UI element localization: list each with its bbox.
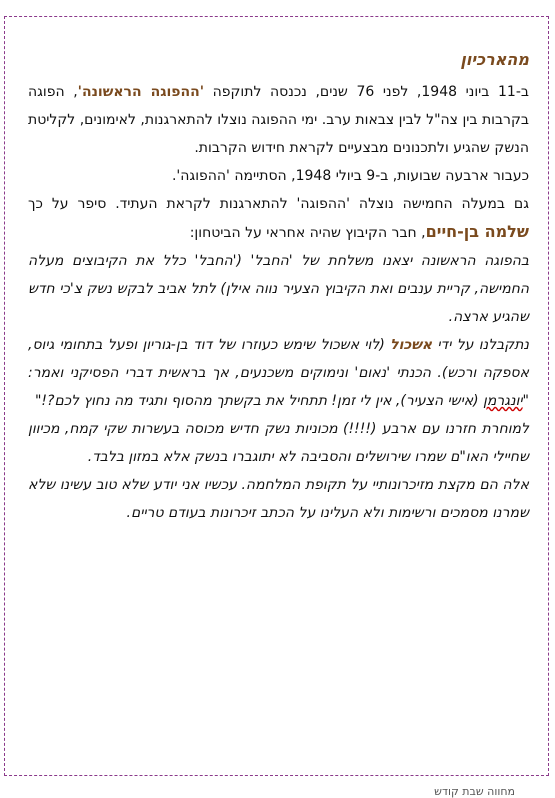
q2-text-end: (אישי הצעיר), אין לי זמן! תתחיל את בקשתך מהסוף ותגיד מה נחוץ לכם?!" [34, 393, 483, 409]
q2-text-start: נתקבלנו על ידי [432, 337, 529, 353]
first-truce-highlight: 'ההפוגה הראשונה' [77, 84, 205, 100]
p3-text-start: גם במעלה החמישה נוצלה 'ההפוגה' להתארגנות לקראת העתיד. סיפר על כך [28, 196, 529, 212]
footer-text-fragment: מחווה שבת קודש [434, 785, 515, 798]
paragraph-maale-hahamisha [28, 190, 529, 247]
paragraph-closing: אלה הם מקצת מזיכרונותיי על תקופת המלחמה. עכשיו אני יודע שלא טוב עשינו שלא שמרנו מסמכים ורשימות ולא העלינו על הכתב זיכרונות בעודם טריים. [28, 477, 529, 521]
p3-text-end: , חבר הקיבוץ שהיה אחראי על הביטחון: [189, 225, 426, 241]
intro-text-start: ב-11 ביוני 1948, לפני 76 שנים, נכנסה לתוקפה [204, 84, 529, 100]
spellcheck-word: יונגרמן [483, 393, 523, 409]
intro-text-end: , הפוגה בקרבות בין צה"ל לבין צבאות ערב. ימי ההפוגה נוצלו להתארגנות, לאימונים, לקליטת הנשק שהגיע ולתכנונים מבצעיים לקראת חידוש הקרבות. [28, 84, 529, 156]
q2-text-mid: (לוי אשכול שימש כעוזרו של דוד בן-גוריון ופעל בתחומי גיוס, אספקה ורכש). הכנתי 'נאום' ונימוקים משכנעים, אך בראשית דברי הפסיקני ואמר: " [28, 337, 529, 409]
quote-weapons-return: למוחרת חזרנו עם ארבע (!!!!) מכוניות נשק חדיש מכוסה בעשרות שקי קמח, מכיוון שחיילי האו"ם שמרו שירושלים והסביבה לא יתוגברו בנשק אלא במזון בלבד. [28, 421, 529, 465]
paragraph-truce-end: כעבור ארבעה שבועות, ב-9 ביולי 1948, הסתיימה 'ההפוגה'. [171, 168, 529, 184]
person-name-shlomo: שלמה בן-חיים [425, 222, 529, 241]
quote-delegation: בהפוגה הראשונה יצאנו משלחת של 'החבל' ('החבל' כלל את הקיבוצים מעלה החמישה, קריית ענבים ואת הקיבוץ הצעיר נווה אילן) לתל אביב לבקש נשק צ'כי חדש שהגיע ארצה. [28, 253, 529, 325]
document-body [28, 46, 529, 527]
paragraph-intro [28, 78, 529, 162]
section-title: מהארכיון [460, 50, 529, 69]
person-name-eshkol: אשכול [390, 337, 433, 353]
quote-eshkol [28, 331, 529, 415]
